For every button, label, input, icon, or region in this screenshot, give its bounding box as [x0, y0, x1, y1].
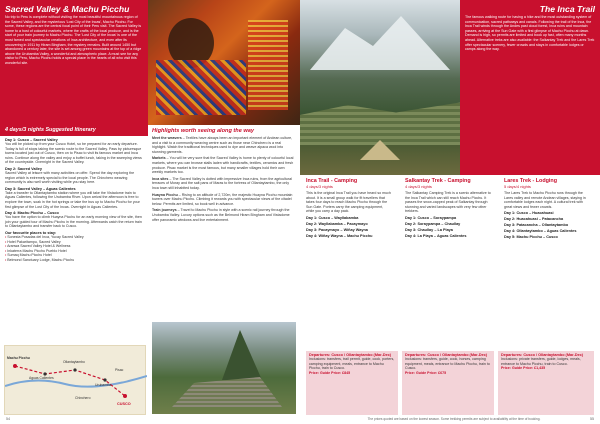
itinerary-body	[5, 138, 145, 262]
itinerary-heading-bar	[0, 125, 148, 136]
departure-body: Inclusions: transfers, trail permit, guide, cook, porters, camping equipment, meals, entrance to Machu Picchu, train to Cusco.	[309, 357, 395, 371]
map-label: Pisac	[115, 368, 124, 372]
trek-price: Price: Guide Price: £675	[405, 370, 447, 375]
trek-body: The Salkantay Camping Trek is a scenic alternative to the Inca Trail which can still reach Machu Picchu. It passes the snow-capped peak of Salkantay through stunning and varied landscapes with very few other trekkers.	[405, 191, 491, 214]
trek-day: Day 3: Pacaymayo – Wiñay Wayna	[306, 227, 368, 232]
hotel-list	[5, 235, 145, 263]
page-number-right: 55	[590, 417, 594, 421]
day-3-body: Take a transfer to Ollantaytambo station where you will take the Vistadome train to Aguas Calientes, following the Urubamba River. Upon arrival the afternoon is free to explore the town, soak in the hot springs or take the bus up to Machu Picchu for your first glimpse of the Lost City of the Incas. Overnight in Aguas Calientes.	[5, 190, 140, 209]
day-1-head: Day 1: Cusco – Sacred Valley	[5, 138, 58, 142]
highlights-column	[152, 128, 296, 222]
day-1-body: You will be picked up from your Cusco Hotel, so be prepared for an early departure. Today is full of stops taking the scenic route to the Sacred Valley. Pass by picturesque towns located just out of Cusco, then on to Pisac to visit its famous market and Inca ruins. Continue along the valley and enjoy a buffet lunch, taking in the sweeping views of the countryside. Overnight in the Sacred Valley.	[5, 142, 142, 165]
inca-trail-banner	[460, 0, 600, 175]
trek-day: Day 5: Machu Picchu – Cusco	[504, 235, 558, 240]
map-label: Chinchero	[75, 396, 91, 400]
trek-option-inca	[306, 178, 392, 238]
trek-body: This is the original Inca Trail you have heard so much about. It is a small group walk for fit travellers that takes four days to reach Machu Picchu through the Sun Gate. Porters carry the camping equipment, while you carry a day pack.	[306, 191, 391, 214]
trek-day: Day 2: Soraypampa – Chaullay	[405, 221, 461, 226]
para-head: Meet the weavers	[152, 136, 182, 140]
para-body: You will be very sure that the Sacred Valley is home to plenty of colourful local markets, where you can browse stalls laden with handicrafts, textiles, ceramics and fresh produce. Pisac market is the most famous, but many smaller villages hold their own weekly markets too.	[152, 156, 294, 175]
para-body: Textiles have always been an important element of Andean culture, and a visit to a community weaving centre such as those near Chinchero is a real highlight. Watch the traditional techniques used to dye and weave alpaca wool into stunning garments.	[152, 136, 293, 154]
trek-title: Inca Trail - Camping	[306, 178, 358, 184]
list-item: • Sonesta Posadas del Inca, Yucay Sacred Valley	[5, 235, 145, 240]
trek-option-lares	[504, 178, 590, 239]
day-2-body: Sacred Valley at leisure with many activities on offer. Spend the day exploring the region which is extremely special to the local people. The Chinchero weaving community is also well worth visiting while you stay here.	[5, 170, 135, 185]
trek-duration: 5 days/4 nights	[504, 184, 531, 189]
inca-banner-text: The famous walking route for having a hike and the most outstanding system of communication, sacred pathways and canals. Following the trail of the Inca, the Inca Trail winds through the Andes past cloud forest, Inca ruins and mountain passes, arriving at the Sun Gate with a first glimpse of Machu Picchu at dawn. Demand is high, so permits are limited and book up fast, often many months ahead. Alternative treks are also available: the Salkantay Trek and the Lares Trek offer spectacular scenery, fewer crowds and stays in comfortable lodges or camps along the way.	[465, 15, 595, 52]
para-inca-sites: Inca sites – The Sacred Valley is dotted with impressive Inca ruins, from the agricultural terraces of Moray and the salt pans of Maras to the fortress of Ollantaytambo, the only Inca town still inhabited today.	[152, 176, 292, 190]
trek-day: Day 2: Wayllabamba – Pacaymayo	[306, 221, 368, 226]
trek-day: Day 4: Ollantaytambo – Aguas Calientes	[504, 229, 577, 234]
list-item: • Belmond Sanctuary Lodge, Machu Picchu	[5, 258, 145, 263]
departure-head: Departures: Cusco / Ollantaytambo (Mar-Dec)	[501, 353, 584, 357]
trek-title: Lares Trek - Lodging	[504, 178, 558, 184]
trek-price: Price: Guide Price: £845	[309, 370, 351, 375]
trek-body: The Lares Trek to Machu Picchu runs through the Lares valley and remote Andean villages, staying in comfortable lodges each night. A cultural trek with great views and fewer crowds.	[504, 191, 586, 209]
banner-text: No trip to Peru is complete without visiting the most beautiful mountainous region of the Sacred Valley, and the mysterious 'Lost City of the Incas', Machu Picchu. For some, these regions are the central focal point of their Peru visit. The Sacred Valley is home to a host of colourful markets, where the crafts of the local produce, and is the start of your train journey to Machu Picchu. The 'Lost City of the Incas' is one of the most famed and spectacular creations of Inca architecture, and even after its uncovering in 1911 by Hiram Bingham, the mystery remains. Built around 1450 but abandoned a century later, the site is set among green mountains at the top of a ridge above the Urubamba Valley, a wonderful and atmospheric place. A must see for any visitor to Peru, Machu Picchu holds a special place in the hearts of all who visit this wonderful site.	[5, 15, 142, 65]
trek-option-salkantay	[405, 178, 491, 238]
para-head: Markets	[152, 156, 166, 161]
para-body: Rising to an altitude of 2,720m, the majestic Huayna Picchu mountain towers over Machu Picchu. Climbing it rewards you with spectacular views of the citadel below. Permits are limited, so book well in advance.	[152, 192, 293, 206]
weaver-photo	[148, 0, 300, 125]
machu-picchu-photo	[152, 322, 296, 414]
departure-head: Departures: Cusco / Ollantaytambo (Mar-Dec)	[309, 353, 392, 357]
inca-banner-title: The Inca Trail	[539, 4, 595, 14]
trek-title: Salkantay Trek - Camping	[405, 178, 471, 184]
trek-duration: 4 days/3 nights	[306, 184, 333, 189]
day-4-head: Day 4: Machu Picchu – Cusco	[5, 211, 59, 216]
para-head: Huayna Picchu	[152, 192, 178, 197]
map-label: CUSCO	[117, 402, 131, 406]
intro-banner	[0, 0, 148, 125]
trek-day: Day 1: Cusco – Wayllabamba	[306, 215, 359, 220]
departure-body: Inclusions: transfers, guide, cook, horses, camping equipment, meals, entrance to Machu Picchu, train to Cusco.	[405, 357, 490, 371]
departure-box-salkantay	[402, 351, 494, 415]
map-label: Machu Picchu	[7, 356, 30, 360]
map-label: Ollantaytambo	[63, 360, 85, 364]
para-head: Inca sites	[152, 176, 169, 181]
trek-day: Day 2: Huacahuasi – Patacancha	[504, 217, 564, 222]
page-number-left: 54	[6, 417, 10, 421]
trek-day: Day 3: Chaullay – La Playa	[405, 227, 453, 232]
trek-duration: 4 days/3 nights	[405, 184, 432, 189]
para-body: The Sacred Valley is dotted with impressive Inca ruins, from the agricultural terraces of Moray and the salt pans of Maras to the fortress of Ollantaytambo, the only Inca town still inhabited today.	[152, 176, 292, 190]
map-label: Urubamba	[95, 383, 111, 387]
itinerary-title: 4 days/3 nights Suggested Itinerary	[5, 127, 96, 133]
list-item: • Hotel Pakaritampu, Sacred Valley	[5, 240, 145, 245]
route-map	[4, 345, 146, 415]
day-4-body: You have the option to climb Huayna Picchu for an early morning view of the site, then join your guided tour of Machu Picchu in the morning. Afterwards catch the return train to Ollantaytambo and transfer back to Cusco.	[5, 215, 142, 229]
list-item: • Aranwa Sacred Valley Hotel & Wellness	[5, 244, 145, 249]
trek-price: Price: Guide Price: £1,435	[501, 366, 546, 371]
para-weavers: Meet the weavers – Textiles have always been an important element of Andean culture, and a visit to a community weaving centre such as those near Chinchero is a real highlight. Watch the traditional techniques used to dye and weave alpaca wool into stunning garments.	[152, 136, 293, 154]
para-body: Travel to Machu Picchu in style with a scenic rail journey through the Urubamba Valley. Luxury options such as the Belmond Hiram Bingham and Vistadome offer panoramic windows and live entertainment.	[152, 208, 290, 222]
map-label: Aguas Calientes	[29, 376, 54, 380]
right-page	[300, 0, 600, 424]
para-trains: Train journeys – Travel to Machu Picchu in style with a scenic rail journey through the Urubamba Valley. Luxury options such as the Belmond Hiram Bingham and Vistadome offer panoramic windows and live entertainment.	[152, 208, 290, 222]
departure-body: Inclusions: private transfers, guide, lodges, meals, entrance to Machu Picchu, train to Cusco.	[501, 357, 581, 366]
trek-day: Day 4: La Playa – Aguas Calientes	[405, 233, 467, 238]
trek-day: Day 4: Wiñay Wayna – Machu Picchu	[306, 233, 373, 238]
highlights-head: Our favourite places to stay:	[5, 230, 57, 235]
footer-note: The prices quoted are based on the lowest season. Some trekking permits are subject to availability at the time of booking.	[367, 417, 541, 421]
highlights-title: Highlights worth seeing along the way	[152, 128, 254, 134]
banner-title: Sacred Valley & Machu Picchu	[5, 4, 130, 14]
day-2-head: Day 2: Sacred Valley	[5, 166, 42, 171]
para-markets: Markets – You will be very sure that the Sacred Valley is home to plenty of colourful local markets, where you can browse stalls laden with handicrafts, textiles, ceramics and fresh produce. Pisac market is the most famous, but many smaller villages hold their own weekly markets too.	[152, 156, 294, 175]
departure-box-inca	[306, 351, 398, 415]
list-item: • Inkaterra Machu Picchu Pueblo Hotel	[5, 249, 145, 254]
para-huayna: Huayna Picchu – Rising to an altitude of 2,720m, the majestic Huayna Picchu mountain towers over Machu Picchu. Climbing it rewards you with spectacular views of the citadel below. Permits are limited, so book well in advance.	[152, 192, 293, 206]
departure-box-lares	[498, 351, 594, 415]
list-item: • Sumaq Machu Picchu Hotel	[5, 253, 145, 258]
inca-trail-photo	[300, 0, 460, 175]
para-head: Train journeys	[152, 208, 177, 213]
trek-day: Day 1: Cusco – Soraypampa	[405, 215, 457, 220]
trek-day: Day 1: Cusco – Huacahuasi	[504, 211, 554, 216]
trek-day: Day 3: Patacancha – Ollantaytambo	[504, 223, 569, 228]
departure-head: Departures: Cusco / Ollantaytambo (Mar-Dec)	[405, 353, 488, 357]
day-3-head: Day 3: Sacred Valley – Aguas Calientes	[5, 186, 76, 191]
